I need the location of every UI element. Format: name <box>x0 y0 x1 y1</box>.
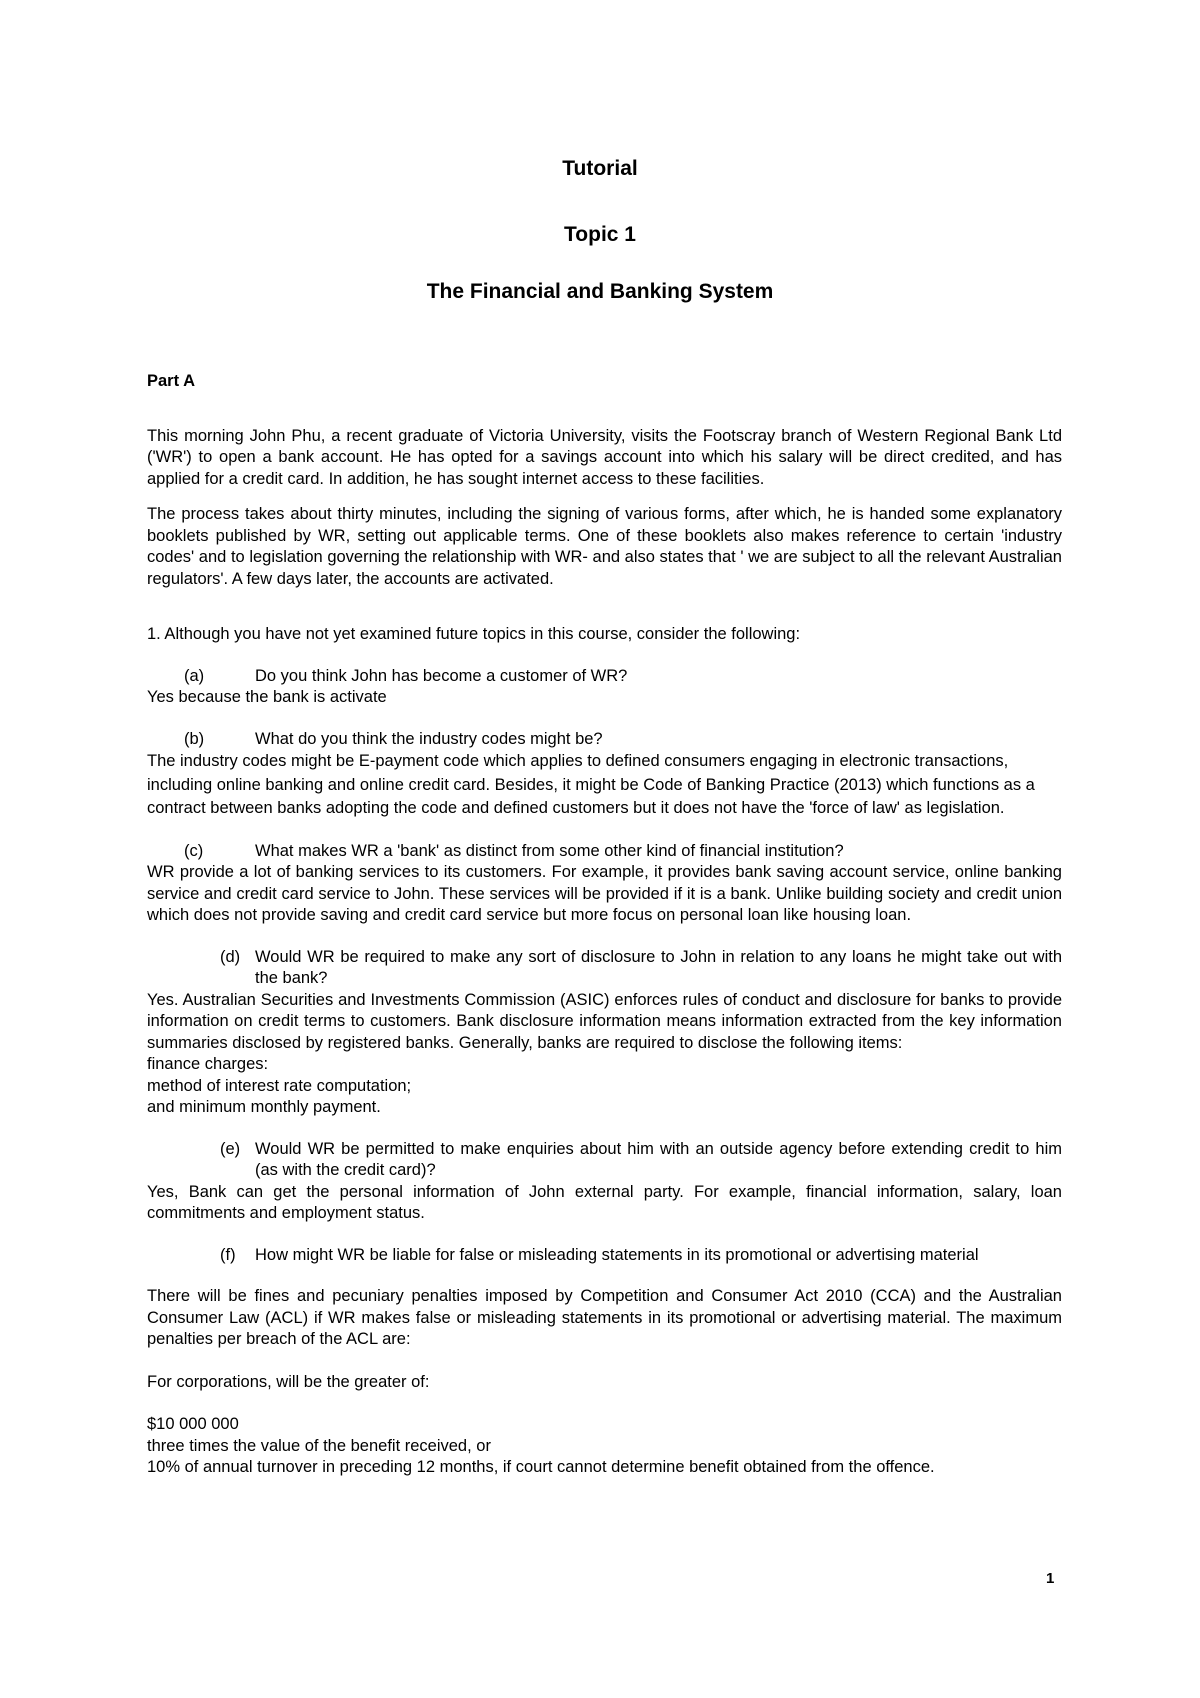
question-b <box>147 729 1062 751</box>
question-f-text: How might WR be liable for false or misleading statements in its promotional or advertising material <box>255 1245 979 1264</box>
question-e <box>147 1139 1062 1182</box>
answer-a: Yes because the bank is activate <box>147 688 387 706</box>
answer-e: Yes, Bank can get the personal information of John external party. For example, financial information, salary, loan commitments and employment status. <box>147 1182 1062 1222</box>
penalty-item: three times the value of the benefit received, or <box>147 1436 491 1455</box>
question-b-label: (b) <box>184 729 205 748</box>
scenario-paragraph-2: The process takes about thirty minutes, including the signing of various forms, after which, he is handed some explanatory booklets published by WR, setting out applicable terms. One of these booklets also makes reference to certain 'industry codes' and to legislation governing the relationship with WR- and also states that ' we are subject to all the relevant Australian regulators'. A few days later, the accounts are activated. <box>147 505 1062 588</box>
answer-d: Yes. Australian Securities and Investments Commission (ASIC) enforces rules of conduct and disclosure for banks to provide information on credit terms to customers. Bank disclosure information means information extracted from the key information summaries disclosed by registered banks. Generally, banks are required to disclose the following items: <box>147 990 1062 1052</box>
scenario-paragraph-1: This morning John Phu, a recent graduate of Victoria University, visits the Footscray branch of Western Regional Bank Ltd ('WR') to open a bank account. He has opted for a savings account into which his salary will be direct credited, and has applied for a credit card. In addition, he has sought internet access to these facilities. <box>147 426 1062 488</box>
topic-subtitle: The Financial and Banking System <box>426 280 774 303</box>
answer-c: WR provide a lot of banking services to its customers. For example, it provides bank saving account service, online banking service and credit card service to John. These services will be provided if it is a bank. Unlike building society and credit union which does not provide saving and credit card service but more focus on personal loan like housing loan. <box>147 863 1062 924</box>
penalty-item: 10% of annual turnover in preceding 12 months, if court cannot determine benefit obtained from the offence. <box>147 1458 935 1476</box>
disclosure-item: finance charges: <box>147 1055 269 1073</box>
question-b-text: What do you think the industry codes might be? <box>255 729 603 748</box>
penalty-item: $10 000 000 <box>147 1415 239 1433</box>
question-a-text: Do you think John has become a customer of WR? <box>255 666 628 685</box>
question-e-text: Would WR be permitted to make enquiries about him with an outside agency before extending credit to him (as with the credit card)? <box>255 1139 1062 1179</box>
question-f-label: (f) <box>220 1245 236 1264</box>
corporations-intro: For corporations, will be the greater of: <box>147 1372 430 1391</box>
page-number: 1 <box>1046 1570 1055 1587</box>
question-d-text: Would WR be required to make any sort of disclosure to John in relation to any loans he might take out with the bank? <box>255 947 1062 987</box>
part-a-label: Part A <box>147 372 195 390</box>
question-c-label: (c) <box>184 841 204 860</box>
question-a-label: (a) <box>184 666 205 685</box>
document-title: Tutorial <box>562 157 638 180</box>
document-body <box>147 371 1062 1479</box>
question-c <box>147 841 1062 863</box>
topic-heading: Topic 1 <box>564 223 636 246</box>
question-a <box>147 666 1062 688</box>
question-f <box>147 1245 1062 1267</box>
disclosure-item: method of interest rate computation; <box>147 1076 412 1095</box>
disclosure-item: and minimum monthly payment. <box>147 1098 381 1116</box>
question-d <box>147 947 1062 990</box>
question-c-text: What makes WR a 'bank' as distinct from some other kind of financial institution? <box>255 841 844 860</box>
question-1-intro: 1. Although you have not yet examined future topics in this course, consider the following: <box>147 625 801 643</box>
answer-b: The industry codes might be E-payment code which applies to defined consumers engaging in electronic transactions, including online banking and online credit card. Besides, it might be Code of Banking Practice (2013) which functions as a contract between banks adopting the code and defined customers but it does not have the 'force of law' as legislation. <box>147 752 1035 817</box>
question-d-label: (d) <box>220 947 241 966</box>
question-e-label: (e) <box>220 1139 241 1158</box>
answer-f: There will be fines and pecuniary penalties imposed by Competition and Consumer Act 2010 (CCA) and the Australian Consumer Law (ACL) if WR makes false or misleading statements in its promotional or advertising material. The maximum penalties per breach of the ACL are: <box>147 1287 1062 1348</box>
